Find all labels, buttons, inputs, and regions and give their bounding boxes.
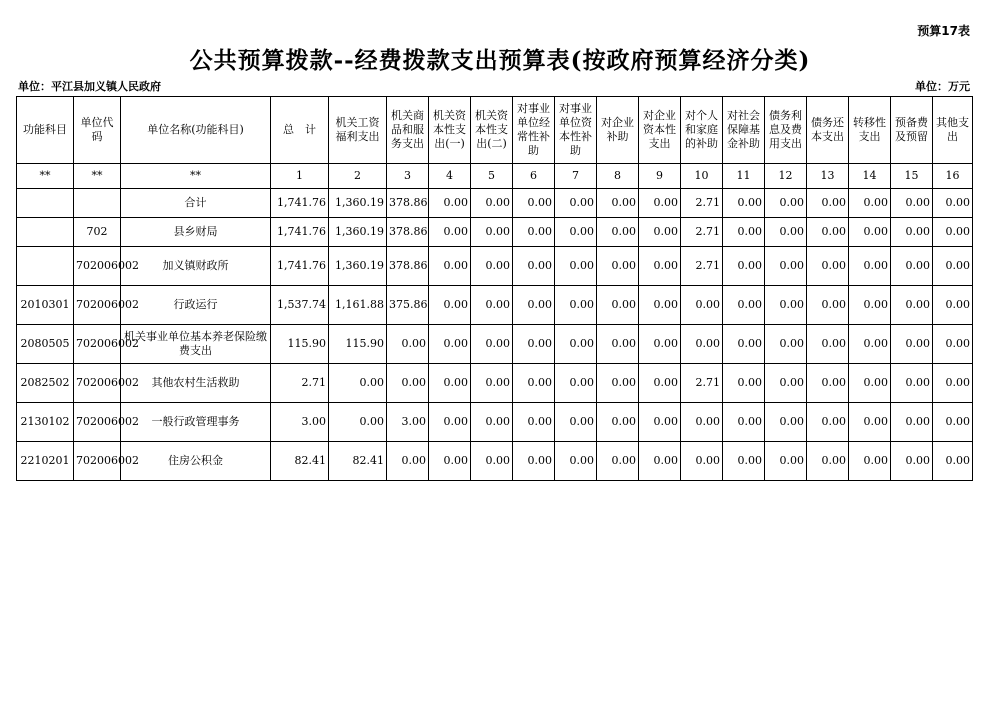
amount-cell: 2.71 [681, 218, 723, 247]
amount-cell: 0.00 [513, 218, 555, 247]
amount-cell: 378.86 [387, 189, 429, 218]
amount-cell: 0.00 [723, 247, 765, 286]
amount-cell: 2.71 [681, 189, 723, 218]
index-cell: 3 [387, 164, 429, 189]
amount-cell: 0.00 [555, 403, 597, 442]
amount-cell: 2.71 [681, 364, 723, 403]
amount-cell: 0.00 [471, 403, 513, 442]
amount-cell: 0.00 [933, 218, 973, 247]
amount-cell: 0.00 [849, 364, 891, 403]
header-cell: 单位代码 [74, 97, 121, 164]
amount-cell: 115.90 [329, 325, 387, 364]
amount-cell: 82.41 [271, 442, 329, 481]
table-row [17, 286, 973, 325]
amount-cell: 1,741.76 [271, 218, 329, 247]
amount-cell: 0.00 [723, 325, 765, 364]
index-cell: 10 [681, 164, 723, 189]
unit-name-cell: 合计 [121, 189, 271, 218]
amount-cell: 82.41 [329, 442, 387, 481]
amount-cell: 0.00 [387, 325, 429, 364]
amount-cell: 0.00 [555, 189, 597, 218]
amount-cell: 0.00 [765, 364, 807, 403]
index-row [17, 164, 973, 189]
amount-cell: 0.00 [597, 286, 639, 325]
amount-cell: 375.86 [387, 286, 429, 325]
amount-cell: 0.00 [807, 189, 849, 218]
index-cell: 4 [429, 164, 471, 189]
header-cell: 机关工资福利支出 [329, 97, 387, 164]
amount-cell: 0.00 [849, 218, 891, 247]
index-cell: 11 [723, 164, 765, 189]
header-cell: 债务还本支出 [807, 97, 849, 164]
amount-cell: 0.00 [513, 325, 555, 364]
amount-cell: 0.00 [891, 364, 933, 403]
header-cell: 对事业单位经常性补助 [513, 97, 555, 164]
amount-cell: 0.00 [471, 247, 513, 286]
amount-cell: 0.00 [597, 364, 639, 403]
function-code-cell [17, 247, 74, 286]
amount-cell: 0.00 [597, 442, 639, 481]
amount-cell: 0.00 [597, 325, 639, 364]
index-cell: 2 [329, 164, 387, 189]
amount-cell: 0.00 [933, 364, 973, 403]
amount-cell: 1,360.19 [329, 189, 387, 218]
amount-cell: 0.00 [765, 442, 807, 481]
amount-cell: 1,360.19 [329, 218, 387, 247]
header-cell: 总 计 [271, 97, 329, 164]
amount-cell: 0.00 [891, 286, 933, 325]
amount-cell: 0.00 [639, 247, 681, 286]
amount-cell: 0.00 [555, 218, 597, 247]
header-row [17, 97, 973, 164]
amount-cell: 0.00 [807, 442, 849, 481]
amount-cell: 0.00 [639, 189, 681, 218]
index-cell: 13 [807, 164, 849, 189]
amount-cell: 0.00 [765, 247, 807, 286]
table-row [17, 364, 973, 403]
function-code-cell [17, 189, 74, 218]
amount-cell: 0.00 [639, 218, 681, 247]
amount-cell: 0.00 [723, 189, 765, 218]
unit-code-cell: 702006002 [74, 286, 121, 325]
amount-cell: 0.00 [597, 403, 639, 442]
amount-cell: 0.00 [639, 442, 681, 481]
amount-cell: 0.00 [471, 325, 513, 364]
amount-cell: 0.00 [597, 218, 639, 247]
unit-code-cell [74, 189, 121, 218]
form-number: 预算17表 [917, 24, 970, 38]
amount-cell: 0.00 [807, 286, 849, 325]
amount-cell: 0.00 [513, 442, 555, 481]
amount-cell: 2.71 [681, 247, 723, 286]
amount-cell: 0.00 [765, 286, 807, 325]
amount-cell: 0.00 [723, 218, 765, 247]
unit-code-cell: 702006002 [74, 403, 121, 442]
amount-cell: 0.00 [329, 364, 387, 403]
unit-name-cell: 县乡财局 [121, 218, 271, 247]
amount-cell: 0.00 [807, 403, 849, 442]
amount-cell: 0.00 [639, 364, 681, 403]
amount-cell: 0.00 [849, 286, 891, 325]
amount-cell: 0.00 [597, 189, 639, 218]
amount-cell: 0.00 [555, 247, 597, 286]
unit-code-cell: 702006002 [74, 442, 121, 481]
amount-cell: 0.00 [807, 218, 849, 247]
budget-table [16, 96, 973, 481]
amount-cell: 0.00 [555, 364, 597, 403]
amount-cell: 0.00 [891, 247, 933, 286]
amount-cell: 0.00 [765, 218, 807, 247]
amount-cell: 1,741.76 [271, 247, 329, 286]
amount-cell: 0.00 [849, 442, 891, 481]
amount-cell: 0.00 [429, 286, 471, 325]
amount-cell: 0.00 [891, 325, 933, 364]
unit-code-cell: 702006002 [74, 247, 121, 286]
amount-cell: 3.00 [387, 403, 429, 442]
amount-cell: 0.00 [765, 325, 807, 364]
amount-cell: 0.00 [807, 364, 849, 403]
index-cell: 9 [639, 164, 681, 189]
amount-cell: 0.00 [681, 442, 723, 481]
amount-cell: 0.00 [807, 247, 849, 286]
index-cell: ** [121, 164, 271, 189]
header-cell: 机关商品和服务支出 [387, 97, 429, 164]
amount-cell: 0.00 [933, 189, 973, 218]
amount-cell: 1,161.88 [329, 286, 387, 325]
table-row [17, 218, 973, 247]
amount-cell: 1,360.19 [329, 247, 387, 286]
amount-cell: 378.86 [387, 218, 429, 247]
table-row [17, 189, 973, 218]
amount-cell: 0.00 [429, 218, 471, 247]
amount-cell: 0.00 [597, 247, 639, 286]
unit-name-cell: 其他农村生活救助 [121, 364, 271, 403]
amount-cell: 378.86 [387, 247, 429, 286]
amount-cell: 0.00 [471, 189, 513, 218]
amount-cell: 0.00 [513, 189, 555, 218]
header-cell: 对企业补助 [597, 97, 639, 164]
index-cell: 5 [471, 164, 513, 189]
amount-cell: 0.00 [639, 403, 681, 442]
unit-name-cell: 住房公积金 [121, 442, 271, 481]
index-cell: 14 [849, 164, 891, 189]
unit-name-cell: 一般行政管理事务 [121, 403, 271, 442]
amount-cell: 0.00 [681, 403, 723, 442]
index-cell: 1 [271, 164, 329, 189]
amount-cell: 0.00 [891, 403, 933, 442]
amount-cell: 0.00 [639, 325, 681, 364]
amount-cell: 0.00 [849, 247, 891, 286]
amount-cell: 0.00 [513, 247, 555, 286]
amount-cell: 0.00 [849, 403, 891, 442]
header-cell: 对企业资本性支出 [639, 97, 681, 164]
index-cell: ** [17, 164, 74, 189]
table-row [17, 247, 973, 286]
header-cell: 单位名称(功能科目) [121, 97, 271, 164]
amount-cell: 1,741.76 [271, 189, 329, 218]
unit-name-cell: 机关事业单位基本养老保险缴费支出 [121, 325, 271, 364]
unit-organization: 单位：平江县加义镇人民政府 [18, 80, 161, 93]
amount-cell: 0.00 [555, 442, 597, 481]
amount-cell: 0.00 [933, 442, 973, 481]
amount-cell: 0.00 [471, 286, 513, 325]
amount-cell: 0.00 [723, 403, 765, 442]
amount-cell: 0.00 [429, 403, 471, 442]
amount-cell: 0.00 [639, 286, 681, 325]
index-cell: 12 [765, 164, 807, 189]
unit-name-cell: 行政运行 [121, 286, 271, 325]
amount-cell: 0.00 [513, 403, 555, 442]
amount-cell: 2.71 [271, 364, 329, 403]
header-cell: 机关资本性支出(一) [429, 97, 471, 164]
page-title: 公共预算拨款--经费拨款支出预算表(按政府预算经济分类) [189, 47, 811, 74]
amount-cell: 0.00 [891, 218, 933, 247]
amount-cell: 0.00 [849, 325, 891, 364]
header-cell: 对事业单位资本性补助 [555, 97, 597, 164]
header-cell: 转移性支出 [849, 97, 891, 164]
amount-cell: 0.00 [513, 286, 555, 325]
header-cell: 对个人和家庭的补助 [681, 97, 723, 164]
amount-cell: 0.00 [429, 189, 471, 218]
amount-cell: 0.00 [429, 364, 471, 403]
index-cell: 16 [933, 164, 973, 189]
function-code-cell: 2010301 [17, 286, 74, 325]
unit-name-cell: 加义镇财政所 [121, 247, 271, 286]
amount-cell: 0.00 [765, 403, 807, 442]
index-cell: ** [74, 164, 121, 189]
amount-cell: 0.00 [471, 364, 513, 403]
amount-cell: 0.00 [471, 218, 513, 247]
header-cell: 对社会保障基金补助 [723, 97, 765, 164]
header-cell: 其他支出 [933, 97, 973, 164]
table-row [17, 403, 973, 442]
amount-cell: 0.00 [429, 325, 471, 364]
unit-code-cell: 702006002 [74, 325, 121, 364]
amount-cell: 0.00 [933, 247, 973, 286]
amount-cell: 0.00 [429, 247, 471, 286]
function-code-cell: 2130102 [17, 403, 74, 442]
amount-cell: 0.00 [471, 442, 513, 481]
unit-code-cell: 702006002 [74, 364, 121, 403]
amount-cell: 0.00 [387, 364, 429, 403]
index-cell: 6 [513, 164, 555, 189]
function-code-cell: 2082502 [17, 364, 74, 403]
amount-cell: 0.00 [723, 364, 765, 403]
index-cell: 7 [555, 164, 597, 189]
amount-cell: 0.00 [933, 325, 973, 364]
function-code-cell: 2080505 [17, 325, 74, 364]
function-code-cell [17, 218, 74, 247]
header-cell: 预备费及预留 [891, 97, 933, 164]
header-cell: 机关资本性支出(二) [471, 97, 513, 164]
amount-cell: 0.00 [891, 442, 933, 481]
amount-cell: 0.00 [891, 189, 933, 218]
unit-code-cell: 702 [74, 218, 121, 247]
amount-cell: 0.00 [807, 325, 849, 364]
amount-cell: 0.00 [513, 364, 555, 403]
index-cell: 15 [891, 164, 933, 189]
amount-cell: 0.00 [765, 189, 807, 218]
amount-cell: 0.00 [429, 442, 471, 481]
amount-cell: 0.00 [681, 286, 723, 325]
amount-cell: 0.00 [933, 286, 973, 325]
amount-cell: 0.00 [387, 442, 429, 481]
amount-cell: 1,537.74 [271, 286, 329, 325]
amount-cell: 0.00 [849, 189, 891, 218]
index-cell: 8 [597, 164, 639, 189]
amount-cell: 115.90 [271, 325, 329, 364]
header-cell: 功能科目 [17, 97, 74, 164]
unit-currency: 单位：万元 [915, 80, 970, 93]
table-row [17, 325, 973, 364]
table-row [17, 442, 973, 481]
amount-cell: 0.00 [681, 325, 723, 364]
amount-cell: 0.00 [555, 325, 597, 364]
amount-cell: 0.00 [555, 286, 597, 325]
amount-cell: 3.00 [271, 403, 329, 442]
amount-cell: 0.00 [723, 442, 765, 481]
header-cell: 债务利息及费用支出 [765, 97, 807, 164]
function-code-cell: 2210201 [17, 442, 74, 481]
amount-cell: 0.00 [933, 403, 973, 442]
amount-cell: 0.00 [329, 403, 387, 442]
amount-cell: 0.00 [723, 286, 765, 325]
